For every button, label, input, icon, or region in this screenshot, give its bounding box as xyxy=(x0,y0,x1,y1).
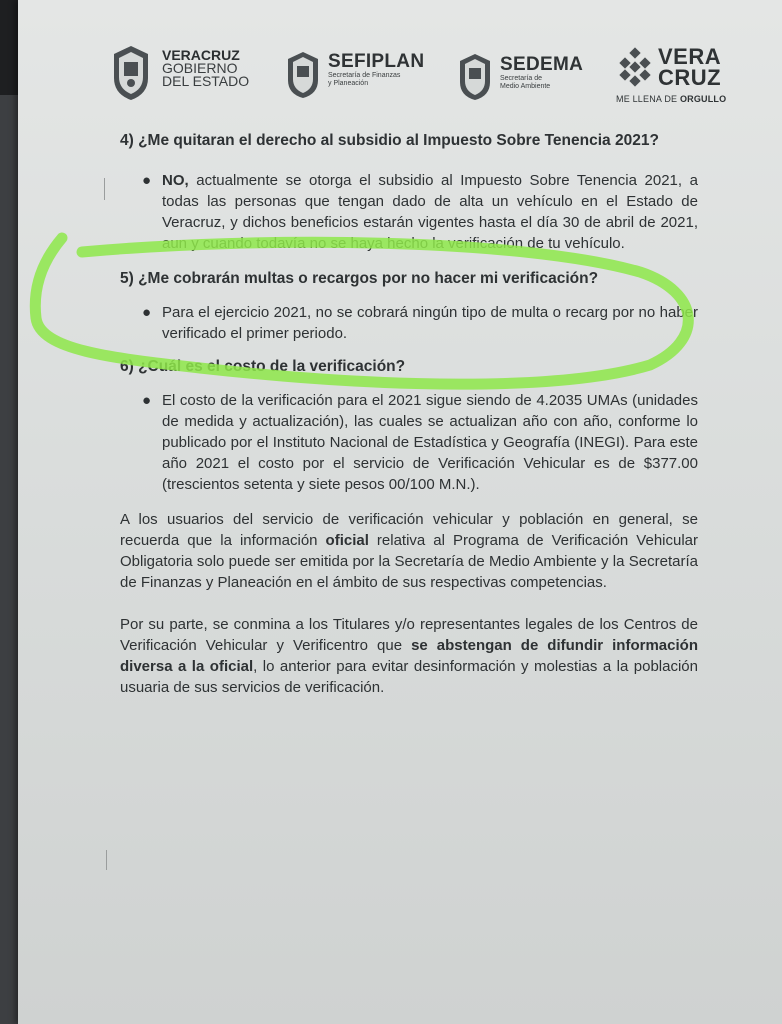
logo-gobierno-veracruz xyxy=(110,44,249,102)
logo-line-2: GOBIERNO xyxy=(162,60,238,76)
answer-5: ● Para el ejercicio 2021, no se cobrará ningún tipo de multa o recarg por no haber verificado el primer periodo. xyxy=(142,304,698,342)
question-6: 6) ¿Cuál es el costo de la verificación? xyxy=(120,358,406,375)
logo-sefiplan xyxy=(284,50,424,100)
margin-mark xyxy=(104,178,105,200)
document-page xyxy=(18,0,782,1024)
logo-veracruz-brand xyxy=(616,46,726,104)
sedema-subtitle-2: Medio Ambiente xyxy=(500,83,551,90)
bullet-icon: ● xyxy=(142,392,152,409)
bullet-icon: ● xyxy=(142,172,152,189)
logo-sedema xyxy=(456,52,583,102)
answer-6: ● El costo de la verificación para el 2021 sigue siendo de 4.2035 UMAs (unidades de medida y actualización), las cuales se actualizan año con año, conforme lo publicado por el Instituto Nacional de Estadística y Geografía (INEGI). Para este año 2021 el costo por el servicio de Verificación Vehicular es de $377.00 (trescientos setenta y siete pesos 00/100 M.N.). xyxy=(142,392,698,493)
letterhead xyxy=(110,42,730,114)
brand-tagline: ME LLENA DE ORGULLO xyxy=(616,94,727,104)
seal-icon xyxy=(284,50,322,100)
pattern-icon xyxy=(616,47,654,87)
sedema-subtitle-1: Secretaría de xyxy=(500,75,543,82)
paragraph-official-info: A los usuarios del servicio de verificación vehicular y población en general, se recuerda que la información oficial relativa al Programa de Verificación Vehicular Obligatoria solo puede ser emitida por la Secretaría de Medio Ambiente y la Secretaría de Finanzas y Planeación en el ámbito de sus respectivas competencias. xyxy=(120,511,699,591)
seal-icon xyxy=(456,52,494,102)
brand-line-2: CRUZ xyxy=(658,65,722,90)
question-4: 4) ¿Me quitaran el derecho al subsidio al Impuesto Sobre Tenencia 2021? xyxy=(120,132,659,149)
coat-of-arms-icon xyxy=(110,44,152,102)
bullet-icon: ● xyxy=(142,304,152,321)
logo-line-3: DEL ESTADO xyxy=(162,73,250,89)
paragraph-verification-centers: Por su parte, se conmina a los Titulares y/o representantes legales de los Centros de Verificación Vehicular y Verificentro que se abstengan de difundir información diversa a la oficial, lo anterior para evitar desinformación y molestias a la población usuaria de sus servicios de verificación. xyxy=(120,616,698,696)
sefiplan-subtitle-1: Secretaría de Finanzas xyxy=(328,72,401,79)
margin-mark xyxy=(106,850,107,870)
question-5: 5) ¿Me cobrarán multas o recargos por no hacer mi verificación? xyxy=(120,270,599,287)
sedema-title: SEDEMA xyxy=(500,54,584,75)
document-body xyxy=(120,128,698,698)
logo-line-1: VERACRUZ xyxy=(162,47,240,63)
sefiplan-title: SEFIPLAN xyxy=(328,51,425,72)
brand-line-1: VERA xyxy=(658,44,722,69)
sefiplan-subtitle-2: y Planeación xyxy=(328,80,369,87)
answer-4: ● NO, actualmente se otorga el subsidio al Impuesto Sobre Tenencia 2021, a todas las personas que tengan dado de alta un vehículo en el Estado de Veracruz, y dichos beneficios estarán vigentes hasta el día 30 de abril de 2021, aun y cuando todavía no se haya hecho la verificación de tu vehículo. xyxy=(142,172,698,252)
